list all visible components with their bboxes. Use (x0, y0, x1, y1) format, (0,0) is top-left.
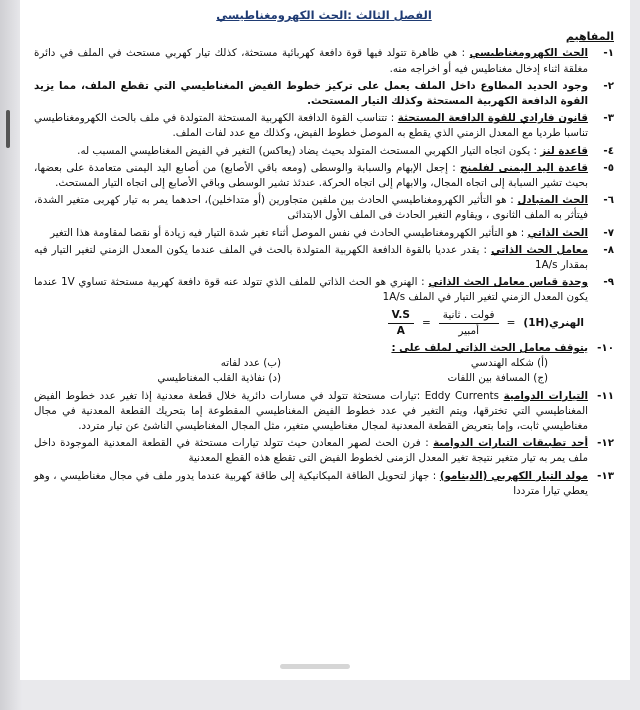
concept-list (34, 46, 614, 499)
item-number: ١٣- (597, 469, 614, 482)
concept-item (34, 341, 614, 387)
concept-item (34, 243, 614, 273)
item-number: ٩- (603, 276, 614, 289)
item-text: : تتناسب القوة الدافعة الكهربية المستحثة المتولدة في ملف بالحث الكهرومغناطيسي تناسبا طرديا مع المعدل الزمني الذي يقطع به الموصل خطوط الفيض، وكذلك مع عدد لفات الملف. (34, 112, 588, 140)
item-term: معامل الحث الذاتي (490, 243, 589, 256)
concept-item (34, 111, 614, 141)
concept-item (34, 469, 614, 499)
option-b: (ب) عدد لفاته (220, 357, 281, 370)
item-number: ٣- (603, 112, 614, 125)
concept-item (34, 193, 614, 223)
scroll-handle[interactable] (6, 110, 10, 148)
concept-item (34, 161, 614, 191)
concept-item (34, 275, 614, 305)
formula-word-fraction (439, 308, 499, 339)
item-term-latin: Eddy Currents (424, 389, 500, 402)
item-text: : هو التأثير الكهرومغناطيسي الحادث بين ملفين متجاورين (أو متداخلين)، احدهما يمر به تيار كهربى متغير الشدة، فيتأثر به الملف الثانوى ، ويقاوم التغير الحادث فى الملف الأول الابتدائى (34, 194, 588, 222)
item-term: قانون فارادي للقوة الدافعة المستحثة (397, 112, 589, 125)
item-term: أحد تطبيقات التيارات الدوامية (433, 437, 588, 450)
concept-item (34, 79, 614, 109)
concept-item (34, 46, 614, 76)
home-indicator[interactable] (280, 664, 350, 669)
item-term: مولد التيار الكهربي (الدينامو) (439, 469, 588, 482)
formula-rhs-top: V.S (388, 308, 414, 324)
item-number: ٨- (603, 243, 614, 256)
formula-lhs: الهنري(1H) (523, 316, 584, 329)
item-term: التيارات الدوامية (503, 389, 589, 402)
item-text: : هي ظاهرة تتولد فيها قوة دافعة كهربائية مستحثة، كذلك تيار كهربي مستحث في الملف في دائرة مغلقة اثناء إدخال مغناطيس فيه أو اخراجه منه. (34, 47, 588, 75)
item-text: : يكون اتجاه التيار الكهربي المستحث المتولد بحيث يضاد (يعاكس) التغير في الفيض المغناطيسي المسبب له. (77, 144, 537, 157)
item-number: ٧- (603, 226, 614, 239)
item-number: ٦- (603, 194, 614, 207)
concept-item (34, 389, 614, 435)
item-text: : يقدر عدديا بالقوة الدافعة الكهربية المتولدة بالحث في الملف عندما يكون المعدل الزمني لتغير التيار فيه بمقدار 1A/s (34, 243, 588, 272)
item-number: ٢- (603, 79, 614, 92)
item-term: الحث الكهرومغناطيسي (469, 47, 588, 60)
item-text: : جهاز لتحويل الطاقة الميكانيكية إلى طاقة كهربية عندما يدور ملف في مجال مغناطيسي ، وهو يعطي تيارا مترددا (34, 469, 588, 497)
item-number: ٥- (603, 161, 614, 174)
item-number: ٤- (603, 144, 614, 157)
equals-sign: = (421, 316, 431, 329)
item-text: : الهنري هو الحث الذاتي للملف الذي تتولد عنه قوة دافعة كهربية مستحثة تساوي 1V عندما يكون المعدل الزمني لتغير التيار في الملف 1A/s (34, 276, 588, 304)
viewer-edge (0, 0, 22, 710)
item-text: : هو التأثير الكهرومغناطيسي الحادث في نفس الموصل أثناء تغير شدة التيار فيه زيادة أو نقصا لمقاومة هذا التغير (50, 226, 525, 239)
formula-word-top: فولت . ثانية (439, 308, 499, 324)
factor-options (34, 356, 588, 386)
equals-sign: = (506, 316, 516, 329)
item-term: قاعدة لنز (540, 144, 588, 157)
option-a: (أ) شكله الهندسي (470, 357, 548, 370)
document-page (20, 0, 630, 680)
formula-units-fraction (388, 308, 414, 339)
formula-word-bottom: أمبير (458, 324, 479, 337)
concept-item (34, 436, 614, 466)
option-c: (ج) المسافة بين اللفات (447, 372, 548, 385)
formula-rhs-bottom: A (396, 324, 405, 337)
option-d: (د) نفاذية القلب المغناطيسي (157, 372, 281, 385)
concept-item (34, 144, 614, 159)
item-number: ١١- (597, 389, 614, 402)
item-term: قاعدة اليد اليمنى لفلمنج (460, 161, 589, 174)
chapter-title: الفصل الثالث :الحث الكهرومغناطيسي (216, 8, 432, 22)
henry-formula (34, 308, 614, 339)
item-text: : فرن الحث لصهر المعادن حيث تتولد تيارات مستحثة في القطعة المعدنية الموجودة داخل ملف يمر به تيار متغير نتيجة تغير المعدل الزمنى لخطوط الفيض التى تقطع هذه القطع المعدنية (34, 437, 588, 465)
item-term: يتوقف معامل الحث الذاتي لملف على : (391, 342, 588, 355)
item-text: :تيارات مستحثة تتولد في مسارات دائرية خلال قطعة معدنية إذا تغير عدد خطوط الفيض المغناطيسي التي تخترقها، ويتم التغير في عدد خطوط الفيض المغناطيسي المقطوعة إما بتحريك القطعة المعدنية في مجال مغناطيسي ثابت، وإما بتعريض القطعة المعدنية لمجال مغناطيسي متغير، مثل المجال المغناطيسي الناشئ عن تيار متردد. (34, 389, 588, 433)
item-term: الحث الذاتي (527, 226, 588, 239)
item-number: ١٢- (597, 437, 614, 450)
concept-item (34, 226, 614, 241)
item-text: وجود الحديد المطاوع داخل الملف يعمل على تركيز خطوط الفيض المغناطيسي التي تقطع الملف، مما يزيد القوة الدافعة الكهربية المستحثة وكذلك التيار المستحث. (34, 79, 588, 108)
section-heading: المفاهيم (565, 30, 614, 44)
item-number: ١- (603, 47, 614, 60)
item-term: وحدة قياس معامل الحث الذاتي (428, 276, 588, 289)
item-text: : إجعل الإبهام والسبابة والوسطى (ومعه باقي الأصابع) من أصابع اليد اليمنى متعامدة على بعضها، بحيث تشير السبابة إلى اتجاه المجال، والابهام إلى اتجاه الحركة. عندئذ تشير الوسطى وباقي الأصابع إلى اتجاه التيار المستحث. (34, 161, 588, 190)
item-term: الحث المتبادل (517, 194, 588, 207)
item-number: ١٠- (597, 342, 614, 355)
